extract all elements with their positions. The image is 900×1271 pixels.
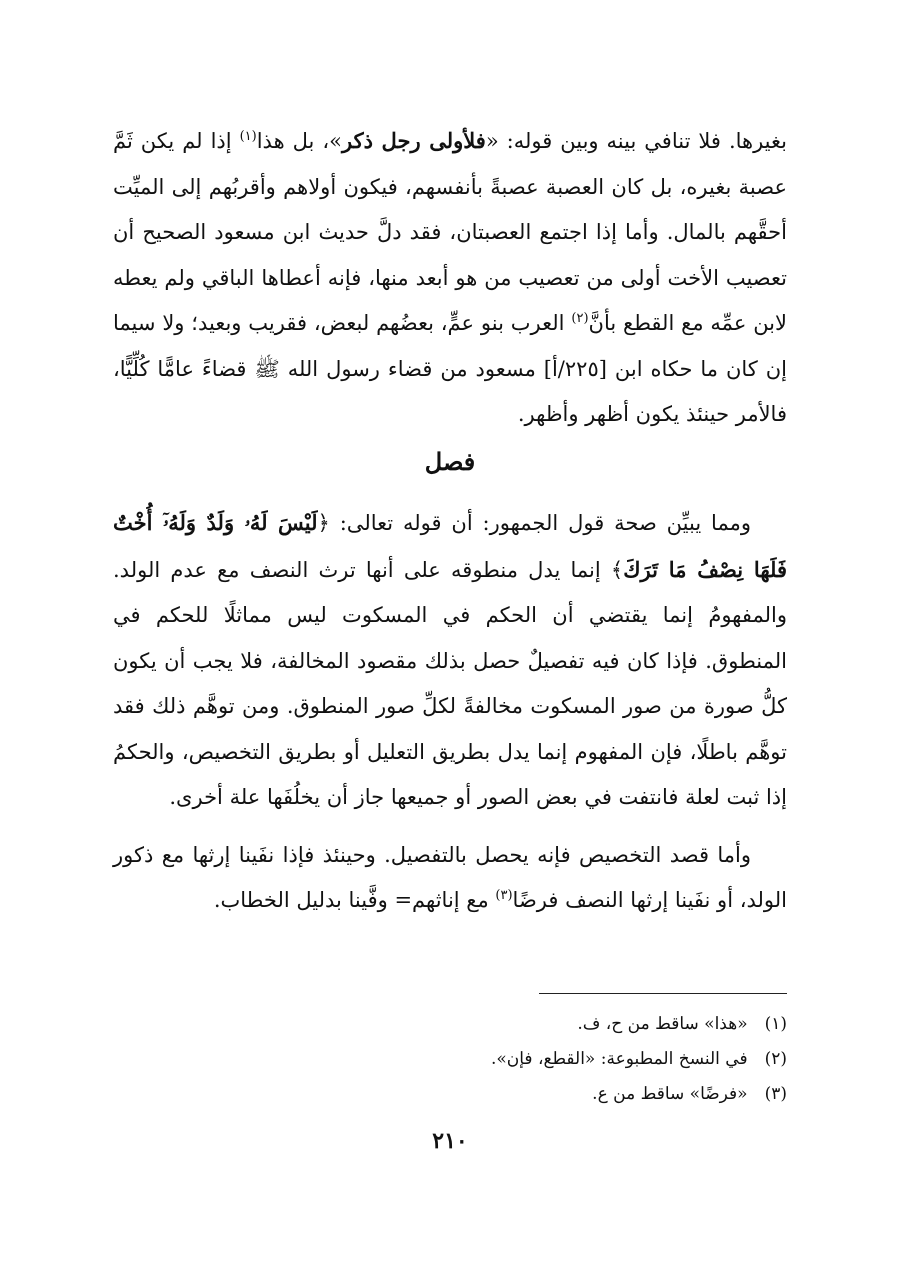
footnote-text: في النسخ المطبوعة: «القطع، فإن». [490,1049,748,1069]
s1-lead: ومما يبيِّن صحة قول الجمهور: أن قوله تعالى: ﴿ [317,511,751,535]
footnote-divider [539,993,787,994]
footnote-ref-3[interactable]: (٣) [495,888,513,903]
page-number: ٢١٠ [432,1128,468,1154]
hadith-quote: فلأولى رجل ذكر [342,128,486,153]
footnote-text: «هذا» ساقط من ح، ف. [577,1014,748,1034]
footnote-number: (٣) [764,1084,787,1104]
s1-rest: ﴾ إنما يدل منطوقه على أنها ترث النصف مع عدم الولد. والمفهومُ إنما يقتضي أن الحكم في المسكوت ليس مماثلًا للحكم في المنطوق. فإذا كان فيه تفصيلٌ حصل بذلك مقصود المخالفة، فلا يجب أن يكون كلُّ صورة من صور المسكوت مخالفةً لكلِّ صور المنطوق. ومن توهَّم ذلك فقد توهَّم باطلًا، فإن المفهوم إنما يدل بطريق التعليل أو بطريق التخصيص، والحكمُ إذا ثبت لعلة فانتفت في بعض الصور أو جميعها جاز أن يخلُفَها علة أخرى. [113,557,787,809]
footnotes [113,1007,787,1112]
section-paragraph-1 [113,500,787,821]
section-heading: فصل [424,447,476,476]
footnote-ref-2[interactable]: (٢) [571,311,589,326]
footnote-number: (١) [764,1014,787,1034]
footnote-text: «فرضًا» ساقط من ع. [592,1084,748,1104]
footnote-item [113,1007,787,1042]
p1-rest-2: العرب بنو عمٍّ، بعضُهم لبعض، فقريب وبعيد؛ ولا سيما إن كان ما حكاه ابن [٢٢٥/أ] مسعود من قضاء رسول الله ﷺ قضاءً عامًّا كُلِّيًّا، فالأمر حينئذ يكون أظهر وأظهر. [113,311,788,426]
footnote-item [113,1042,787,1077]
paragraph-1 [113,118,787,438]
quran-verse: لَيْسَ لَهُۥ وَلَدٌ وَلَهُۥٓ أُخْتٌ فَلَهَا نِصْفُ مَا تَرَكَ [113,510,787,582]
p1-mid: »، بل هذا [256,129,342,153]
s2-rest: مع إناثهم= وفَّينا بدليل الخطاب. [213,888,496,912]
footnote-ref-1[interactable]: (١) [239,129,257,144]
p1-lead: بغيرها. فلا تنافي بينه وبين قوله: « [485,129,787,153]
section-paragraph-2 [113,833,787,924]
section-body [113,500,787,924]
p1-rest-1: إذا لم يكن ثَمَّ عصبة بغيره، بل كان العصبة عصبةً بأنفسهم، فيكون أولاهم وأقربُهم إلى الميِّت أحقَّهم بالمال. وأما إذا اجتمع العصبتان، فقد دلَّ حديث ابن مسعود الصحيح أن تعصيب الأخت أولى من تعصيب من هو أبعد منها، فإنه أعطاها الباقي ولم يعطه لابن عمِّه مع القطع بأنَّ [113,129,788,335]
s2-lead: وأما قصد التخصيص فإنه يحصل بالتفصيل. وحينئذ فإذا نفَينا إرثها مع ذكور الولد، أو نفَينا إرثها النصف فرضًا [113,842,787,912]
footnote-item [113,1077,787,1112]
footnote-number: (٢) [764,1049,787,1069]
